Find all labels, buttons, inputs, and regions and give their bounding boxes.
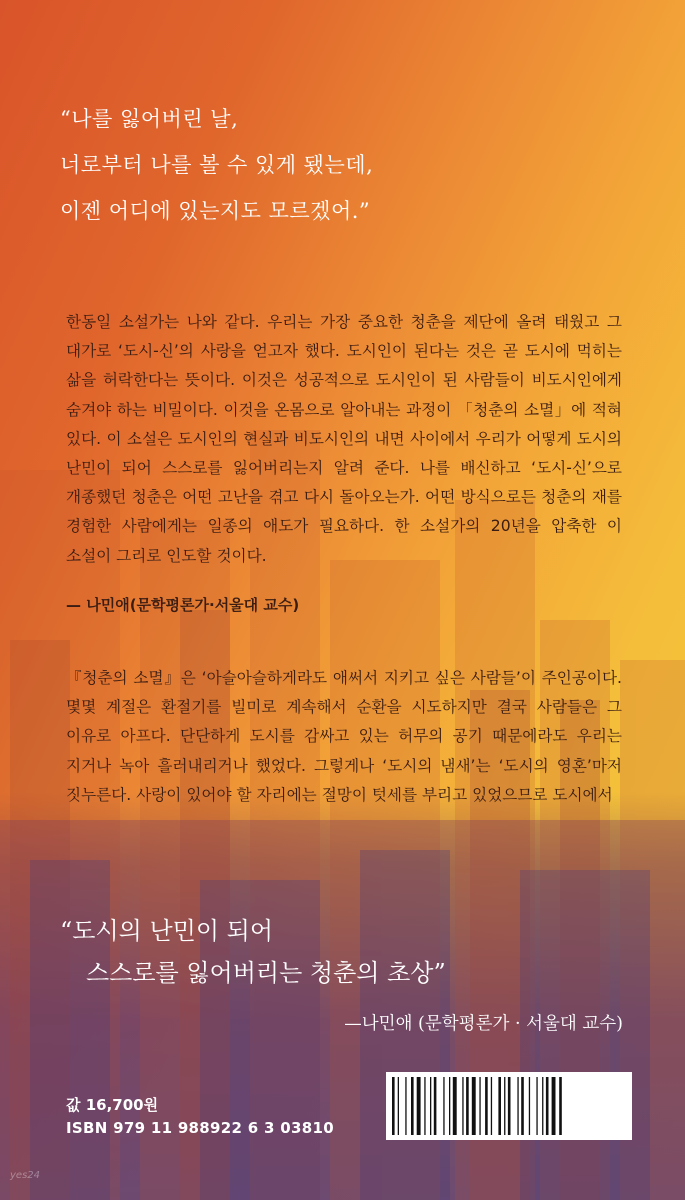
top-quote-line: “나를 잃어버린 날,	[60, 107, 239, 131]
barcode-bar	[479, 1077, 480, 1135]
bottom-quote-line-2: 스스로를 잃어버리는 청춘의 초상”	[86, 959, 446, 987]
barcode-bar	[546, 1077, 549, 1135]
review-signature-1: — 나민애(문학평론가·서울대 교수)	[66, 596, 300, 614]
barcode-bar	[536, 1077, 537, 1135]
barcode-bar	[424, 1077, 425, 1135]
review-paragraph-1: 한동일 소설가는 나와 같다. 우리는 가장 중요한 청춘을 제단에 올려 태웠고 그 대가로 ‘도시-신’의 사랑을 얻고자 했다. 도시인이 된다는 것은 곧 도시에 먹히는 삶을 허락한다는 뜻이다. 이것은 성공적으로 도시인이 된 사람들이 비도시인에게 숨겨야 하는 비밀이다. 이것을 온몸으로 알아내는 과정이 「청춘의 소멸」에 적혀 있다. 이 소설은 도시인의 현실과 비도시인의 내면 사이에서 우리가 어떻게 도시의 난민이 되어 스스로를 잃어버리는지 알려 준다. 나를 배신하고 ‘도시-신’으로 개종했던 청춘은 어떤 고난을 겪고 다시 돌아오는가. 어떤 방식으로든 청춘의 재를 경험한 사람에게는 일종의 애도가 필요하다. 한 소설가의 20년을 압축한 이 소설이 그리로 인도할 것이다.	[66, 313, 622, 565]
barcode-bar	[517, 1077, 518, 1135]
barcode-bar	[508, 1077, 511, 1135]
barcode-bar	[398, 1077, 399, 1135]
bottom-quote-line-1: “도시의 난민이 되어	[60, 917, 273, 945]
bottom-quote-signature: —나민애 (문학평론가 · 서울대 교수)	[344, 1014, 623, 1034]
isbn-label: ISBN 979 11 988922 6 3 03810	[66, 1119, 334, 1137]
top-quote	[60, 96, 373, 234]
barcode-bar	[521, 1077, 524, 1135]
barcode-bar	[504, 1077, 505, 1135]
barcode-bar	[453, 1077, 457, 1135]
review-paragraph-2: 『청춘의 소멸』은 ‘아슬아슬하게라도 애써서 지키고 싶은 사람들’이 주인공이다. 몇몇 계절은 환절기를 빌미로 계속해서 순환을 시도하지만 결국 사람들은 그 이유로 아프다. 단단하게 도시를 감싸고 있는 허무의 공기 때문에라도 우리는 지거나 녹아 흘러내리거나 했었다. 그렇게나 ‘도시의 냄새’는 ‘도시의 영혼’마저 짓누른다. 사랑이 있어야 할 자리에는 절망이 텃세를 부리고 있었으므로 도시에서	[66, 669, 622, 804]
top-quote-line: 너로부터 나를 볼 수 있게 됐는데,	[60, 153, 374, 177]
barcode-bar	[529, 1077, 530, 1135]
top-quote-line: 이젠 어디에 있는지도 모르겠어.”	[60, 199, 371, 223]
watermark: yes24	[10, 1170, 41, 1181]
barcode-bar	[552, 1077, 556, 1135]
barcode-bar	[392, 1077, 395, 1135]
barcode-bar	[434, 1077, 437, 1135]
barcode	[386, 1072, 632, 1140]
bottom-quote	[60, 910, 446, 994]
barcode-bar	[491, 1077, 492, 1135]
barcode-bar	[485, 1077, 488, 1135]
barcode-bar	[430, 1077, 431, 1135]
barcode-bar	[542, 1077, 543, 1135]
barcode-bar	[405, 1077, 406, 1135]
barcode-bar	[559, 1077, 562, 1135]
barcode-bar	[498, 1077, 501, 1135]
barcode-bars	[386, 1072, 632, 1140]
barcode-bar	[411, 1077, 414, 1135]
barcode-bar	[417, 1077, 421, 1135]
price-label: 값 16,700원	[66, 1096, 159, 1114]
barcode-bar	[466, 1077, 469, 1135]
barcode-bar	[462, 1077, 463, 1135]
barcode-bar	[443, 1077, 444, 1135]
barcode-bar	[472, 1077, 476, 1135]
barcode-bar	[449, 1077, 450, 1135]
